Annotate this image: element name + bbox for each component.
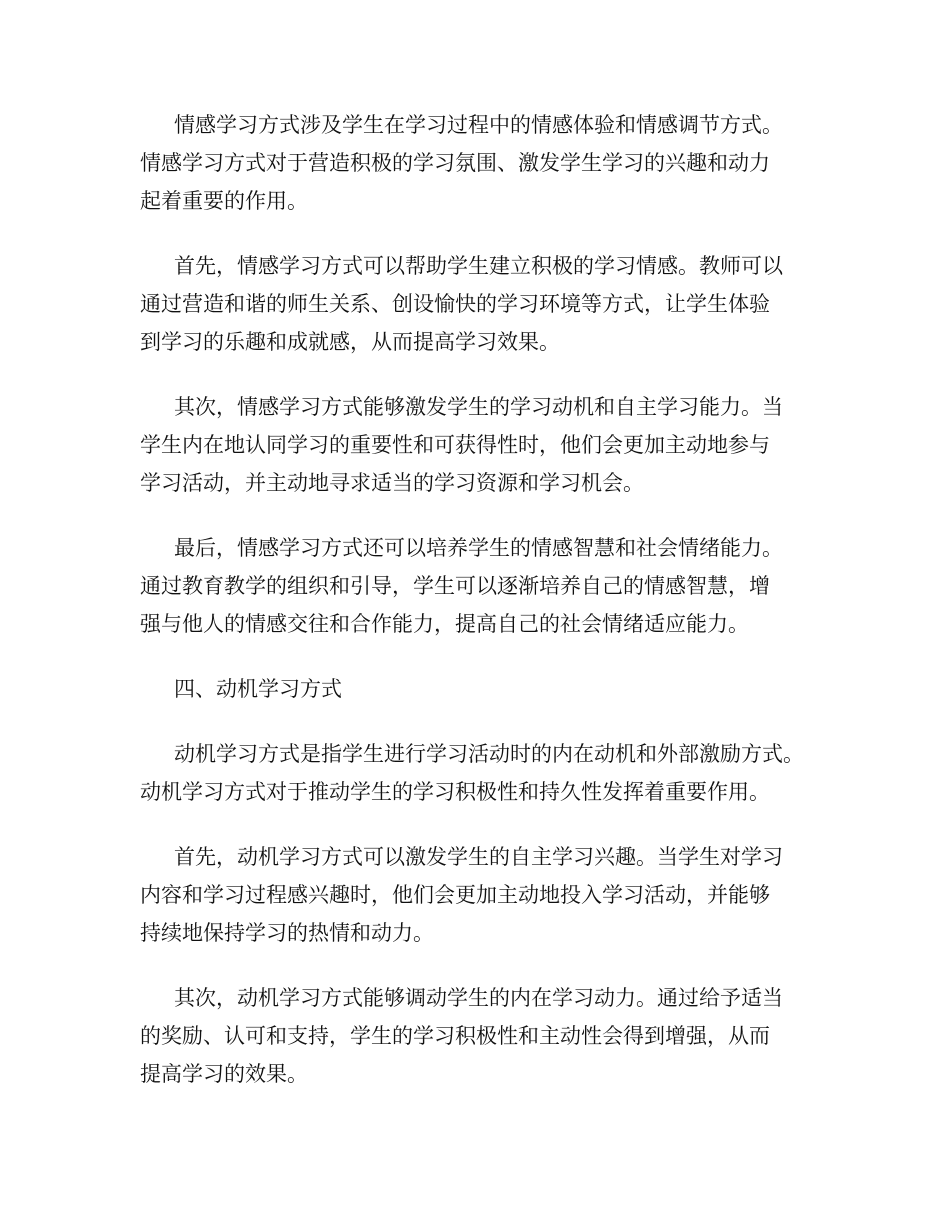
paragraph-line: 持续地保持学习的热情和动力。 — [140, 921, 434, 945]
paragraph-gap — [140, 811, 810, 838]
paragraph-gap — [140, 708, 810, 735]
paragraph-line: 首先，情感学习方式可以帮助学生建立积极的学习情感。教师可以 — [174, 254, 783, 278]
section-heading-text: 四、动机学习方式 — [174, 677, 342, 701]
paragraph-affective-second — [140, 388, 810, 502]
paragraph-line: 学习活动，并主动地寻求适当的学习资源和学习机会。 — [140, 471, 644, 495]
paragraph-motivation-second — [140, 979, 810, 1093]
paragraph-motivation-intro — [140, 735, 810, 811]
document-body — [140, 106, 810, 1093]
paragraph-motivation-first — [140, 838, 810, 952]
paragraph-line: 到学习的乐趣和成就感，从而提高学习效果。 — [140, 330, 560, 354]
paragraph-affective-last — [140, 529, 810, 643]
paragraph-line: 提高学习的效果。 — [140, 1062, 308, 1086]
paragraph-line: 情感学习方式涉及学生在学习过程中的情感体验和情感调节方式。 — [174, 113, 783, 137]
paragraph-line: 的奖励、认可和支持，学生的学习积极性和主动性会得到增强，从而 — [140, 1024, 770, 1048]
paragraph-gap — [140, 952, 810, 979]
paragraph-line: 内容和学习过程感兴趣时，他们会更加主动地投入学习活动，并能够 — [140, 883, 770, 907]
paragraph-affective-first — [140, 247, 810, 361]
paragraph-gap — [140, 643, 810, 670]
paragraph-line: 首先，动机学习方式可以激发学生的自主学习兴趣。当学生对学习 — [174, 845, 783, 869]
paragraph-line: 起着重要的作用。 — [140, 189, 308, 213]
section-heading — [140, 670, 810, 708]
paragraph-line: 通过教育教学的组织和引导，学生可以逐渐培养自己的情感智慧，增 — [140, 574, 770, 598]
paragraph-line: 其次，动机学习方式能够调动学生的内在学习动力。通过给予适当 — [174, 986, 783, 1010]
paragraph-line: 通过营造和谐的师生关系、创设愉快的学习环境等方式，让学生体验 — [140, 292, 770, 316]
paragraph-line: 动机学习方式是指学生进行学习活动时的内在动机和外部激励方式。 — [174, 742, 804, 766]
paragraph-gap — [140, 220, 810, 247]
paragraph-line: 情感学习方式对于营造积极的学习氛围、激发学生学习的兴趣和动力 — [140, 151, 770, 175]
paragraph-line: 最后，情感学习方式还可以培养学生的情感智慧和社会情绪能力。 — [174, 536, 783, 560]
paragraph-gap — [140, 361, 810, 388]
paragraph-gap — [140, 502, 810, 529]
paragraph-line: 强与他人的情感交往和合作能力，提高自己的社会情绪适应能力。 — [140, 612, 749, 636]
paragraph-line: 学生内在地认同学习的重要性和可获得性时，他们会更加主动地参与 — [140, 433, 770, 457]
paragraph-line: 动机学习方式对于推动学生的学习积极性和持久性发挥着重要作用。 — [140, 780, 770, 804]
paragraph-affective-intro — [140, 106, 810, 220]
paragraph-line: 其次，情感学习方式能够激发学生的学习动机和自主学习能力。当 — [174, 395, 783, 419]
